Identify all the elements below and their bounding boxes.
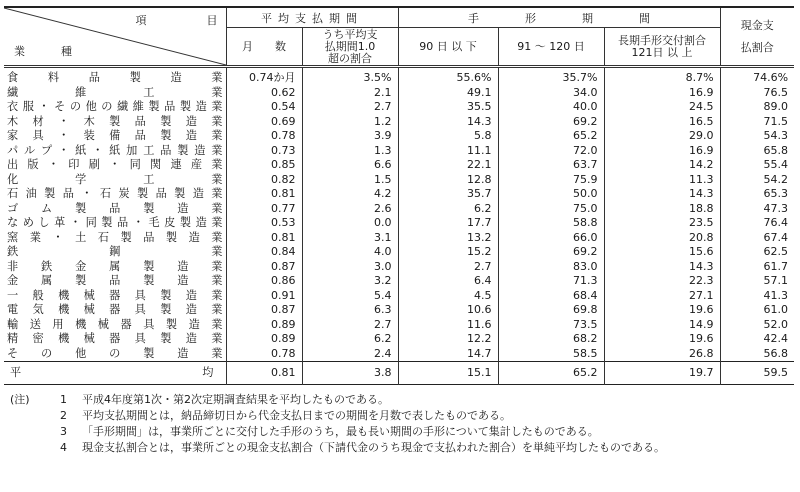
average-over: 3.8: [302, 362, 398, 385]
cell-over: 3.2: [302, 274, 398, 289]
cell-months: 0.91: [226, 289, 302, 304]
cell-over: 3.9: [302, 129, 398, 144]
cell-cash: 61.7: [720, 260, 794, 275]
cell-long: 16.9: [604, 86, 720, 101]
table-body: [4, 67, 794, 385]
table-row: [4, 289, 794, 304]
industry-name: 家具・装備品製造業: [7, 129, 223, 142]
header-91-120-days: 91 〜 120 日: [498, 28, 604, 67]
cell-d91: 65.2: [498, 129, 604, 144]
industry-name: パルプ・紙・紙加工品製造業: [7, 143, 223, 157]
cell-d90: 11.6: [398, 318, 498, 333]
cell-d91: 68.2: [498, 332, 604, 347]
cell-d90: 22.1: [398, 158, 498, 173]
cell-d90: 6.2: [398, 202, 498, 217]
cell-months: 0.89: [226, 332, 302, 347]
industry-name: 木材・木製品製造業: [7, 114, 223, 128]
cell-months: 0.86: [226, 274, 302, 289]
cell-d90: 49.1: [398, 86, 498, 101]
table-row: [4, 187, 794, 202]
table-row: [4, 100, 794, 115]
cell-long: 18.8: [604, 202, 720, 217]
cell-long: 26.8: [604, 347, 720, 362]
header-90-days: 90 日 以 下: [398, 28, 498, 67]
note-label: (注): [10, 393, 30, 406]
cell-long: 14.3: [604, 260, 720, 275]
cell-d91: 40.0: [498, 100, 604, 115]
note-number: 1: [60, 393, 67, 406]
cell-d91: 69.2: [498, 245, 604, 260]
note-text: 「手形期間」は，事業所ごとに交付した手形のうち，最も長い期間の手形について集計したものである。: [82, 425, 599, 438]
table-row: [4, 158, 794, 173]
industry-name: 窯業・土石製品製造業: [7, 230, 223, 244]
cell-d91: 50.0: [498, 187, 604, 202]
industry-name: 金属製品製造業: [7, 274, 223, 287]
cell-d91: 63.7: [498, 158, 604, 173]
header-long-bill: 長期手形交付割合 121日 以 上: [604, 28, 720, 67]
cell-cash: 61.0: [720, 303, 794, 318]
cell-long: 27.1: [604, 289, 720, 304]
cell-over: 1.3: [302, 144, 398, 159]
cell-d90: 2.7: [398, 260, 498, 275]
cell-months: 0.85: [226, 158, 302, 173]
cell-over: 2.6: [302, 202, 398, 217]
header-cash-line1: 現金支: [740, 18, 774, 32]
cell-over: 2.1: [302, 86, 398, 101]
cell-over: 1.5: [302, 173, 398, 188]
cell-over: 6.6: [302, 158, 398, 173]
note-text: 現金支払割合とは，事業所ごとの現金支払割合（下請代金のうち現金で支払われた割合）を単純平均したものである。: [82, 441, 665, 454]
industry-name: 石油製品・石炭製品製造業: [7, 187, 223, 200]
cell-months: 0.87: [226, 260, 302, 275]
cell-d90: 14.3: [398, 115, 498, 130]
cell-long: 14.2: [604, 158, 720, 173]
cell-long: 29.0: [604, 129, 720, 144]
average-row: [4, 362, 794, 385]
cell-long: 19.6: [604, 303, 720, 318]
industry-name: 鉄鋼業: [7, 245, 223, 258]
cell-cash: 67.4: [720, 231, 794, 246]
cell-d91: 73.5: [498, 318, 604, 333]
table-row: [4, 274, 794, 289]
cell-over: 4.0: [302, 245, 398, 260]
industry-name: 出版・印刷・同関連産業: [7, 158, 223, 171]
cell-d91: 71.3: [498, 274, 604, 289]
cell-long: 20.8: [604, 231, 720, 246]
note-number: 4: [60, 441, 67, 454]
cell-d90: 35.5: [398, 100, 498, 115]
document-sheet: [4, 6, 796, 456]
average-d90: 15.1: [398, 362, 498, 385]
table-row: [4, 86, 794, 101]
cell-cash: 42.4: [720, 332, 794, 347]
cell-d91: 68.4: [498, 289, 604, 304]
industry-name: 繊維工業: [7, 85, 223, 99]
note-item: [4, 440, 796, 456]
cell-over: 2.7: [302, 100, 398, 115]
cell-cash: 65.8: [720, 144, 794, 159]
cell-cash: 54.2: [720, 173, 794, 188]
cell-months: 0.54: [226, 100, 302, 115]
header-share-over: うち平均支 払期間1.0 超の割合: [302, 28, 398, 67]
cell-months: 0.53: [226, 216, 302, 231]
cell-long: 16.5: [604, 115, 720, 130]
cell-d91: 69.8: [498, 303, 604, 318]
industry-name: その他の製造業: [7, 346, 223, 360]
cell-d90: 4.5: [398, 289, 498, 304]
cell-cash: 57.1: [720, 274, 794, 289]
cell-long: 22.3: [604, 274, 720, 289]
cell-d90: 17.7: [398, 216, 498, 231]
cell-long: 23.5: [604, 216, 720, 231]
note-item: [4, 408, 796, 424]
cell-long: 16.9: [604, 144, 720, 159]
cell-d91: 66.0: [498, 231, 604, 246]
cell-d91: 75.0: [498, 202, 604, 217]
cell-cash: 76.5: [720, 86, 794, 101]
cell-months: 0.89: [226, 318, 302, 333]
header-bill-period: 手形期間: [398, 7, 720, 28]
payment-table: [4, 6, 794, 385]
cell-months: 0.82: [226, 173, 302, 188]
note-text: 平均支払期間とは，納品締切日から代金支払日までの期間を月数で表したものである。: [82, 409, 511, 422]
cell-cash: 54.3: [720, 129, 794, 144]
header-avg-payment-period: 平均支払期間: [226, 7, 398, 28]
cell-d90: 6.4: [398, 274, 498, 289]
cell-months: 0.81: [226, 231, 302, 246]
cell-over: 1.2: [302, 115, 398, 130]
table-row: [4, 332, 794, 347]
cell-d91: 34.0: [498, 86, 604, 101]
header-cash-ratio: [720, 7, 794, 67]
cell-months: 0.74か月: [226, 67, 302, 86]
cell-cash: 52.0: [720, 318, 794, 333]
cell-long: 14.3: [604, 187, 720, 202]
cell-months: 0.73: [226, 144, 302, 159]
cell-months: 0.77: [226, 202, 302, 217]
cell-over: 4.2: [302, 187, 398, 202]
cell-d90: 35.7: [398, 187, 498, 202]
cell-d90: 55.6%: [398, 67, 498, 86]
cell-over: 2.4: [302, 347, 398, 362]
note-label: [4, 408, 60, 424]
cell-d91: 58.5: [498, 347, 604, 362]
cell-d91: 35.7%: [498, 67, 604, 86]
table-row: [4, 245, 794, 260]
cell-cash: 74.6%: [720, 67, 794, 86]
cell-long: 19.6: [604, 332, 720, 347]
cell-cash: 65.3: [720, 187, 794, 202]
header-cash-line2: 払割合: [740, 40, 774, 54]
cell-cash: 47.3: [720, 202, 794, 217]
industry-name: 化学工業: [7, 172, 223, 186]
cell-d91: 58.8: [498, 216, 604, 231]
table-row: [4, 347, 794, 362]
header-months: 月 数: [226, 28, 302, 67]
note-number: 2: [60, 409, 67, 422]
table-row: [4, 67, 794, 86]
cell-over: 5.4: [302, 289, 398, 304]
note-label: [4, 424, 60, 440]
cell-cash: 71.5: [720, 115, 794, 130]
header-item: 項目: [135, 14, 278, 27]
cell-d90: 12.8: [398, 173, 498, 188]
table-row: [4, 115, 794, 130]
notes: [4, 392, 796, 456]
industry-name: 輸送用機械器具製造業: [7, 317, 223, 331]
industry-name: 一般機械器具製造業: [7, 288, 223, 302]
header-kind: 業種: [14, 45, 108, 58]
industry-name: ゴム製品製造業: [7, 201, 223, 215]
cell-cash: 89.0: [720, 100, 794, 115]
industry-name: 食料品製造業: [7, 71, 223, 84]
cell-over: 6.2: [302, 332, 398, 347]
cell-months: 0.78: [226, 347, 302, 362]
table-row: [4, 318, 794, 333]
table-row: [4, 173, 794, 188]
industry-name: 非鉄金属製造業: [7, 259, 223, 273]
cell-long: 24.5: [604, 100, 720, 115]
cell-over: 0.0: [302, 216, 398, 231]
cell-d91: 75.9: [498, 173, 604, 188]
average-label: 平均: [4, 362, 226, 385]
note-number: 3: [60, 425, 67, 438]
industry-name: 精密機械器具製造業: [7, 332, 223, 345]
cell-d90: 11.1: [398, 144, 498, 159]
cell-over: 3.5%: [302, 67, 398, 86]
cell-d90: 12.2: [398, 332, 498, 347]
note-item: [4, 392, 796, 408]
average-long: 19.7: [604, 362, 720, 385]
cell-d91: 72.0: [498, 144, 604, 159]
table-row: [4, 231, 794, 246]
table-row: [4, 260, 794, 275]
cell-d90: 15.2: [398, 245, 498, 260]
industry-name: 電気機械器具製造業: [7, 303, 223, 316]
table-row: [4, 144, 794, 159]
cell-long: 8.7%: [604, 67, 720, 86]
cell-long: 14.9: [604, 318, 720, 333]
cell-cash: 76.4: [720, 216, 794, 231]
cell-months: 0.81: [226, 187, 302, 202]
table-row: [4, 216, 794, 231]
table-row: [4, 202, 794, 217]
average-months: 0.81: [226, 362, 302, 385]
cell-over: 3.0: [302, 260, 398, 275]
industry-name: なめし革・同製品・毛皮製造業: [7, 216, 223, 229]
cell-months: 0.84: [226, 245, 302, 260]
note-item: [4, 424, 796, 440]
table-row: [4, 129, 794, 144]
industry-name: 衣服・その他の繊維製品製造業: [7, 100, 223, 113]
cell-cash: 62.5: [720, 245, 794, 260]
average-cash: 59.5: [720, 362, 794, 385]
cell-d90: 5.8: [398, 129, 498, 144]
cell-cash: 56.8: [720, 347, 794, 362]
cell-months: 0.69: [226, 115, 302, 130]
cell-d91: 69.2: [498, 115, 604, 130]
cell-over: 6.3: [302, 303, 398, 318]
cell-cash: 41.3: [720, 289, 794, 304]
cell-months: 0.87: [226, 303, 302, 318]
cell-d90: 13.2: [398, 231, 498, 246]
cell-long: 15.6: [604, 245, 720, 260]
cell-d90: 10.6: [398, 303, 498, 318]
average-d91: 65.2: [498, 362, 604, 385]
cell-long: 11.3: [604, 173, 720, 188]
cell-d90: 14.7: [398, 347, 498, 362]
cell-months: 0.78: [226, 129, 302, 144]
note-label: [4, 440, 60, 456]
cell-over: 3.1: [302, 231, 398, 246]
cell-cash: 55.4: [720, 158, 794, 173]
cell-over: 2.7: [302, 318, 398, 333]
table-row: [4, 303, 794, 318]
cell-months: 0.62: [226, 86, 302, 101]
note-text: 平成4年度第1次・第2次定期調査結果を平均したものである。: [82, 393, 389, 406]
cell-d91: 83.0: [498, 260, 604, 275]
